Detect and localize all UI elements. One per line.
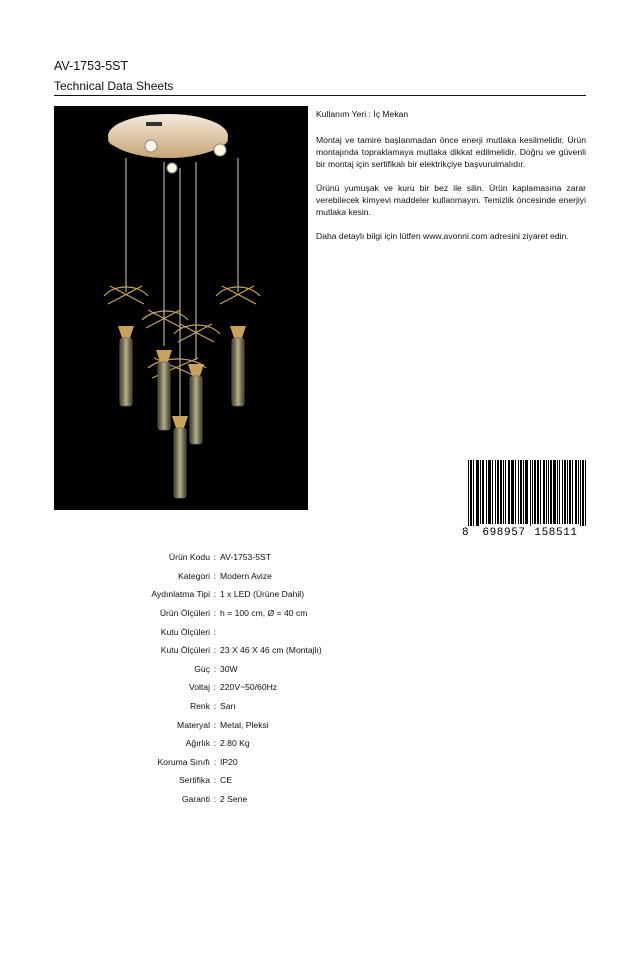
spec-value: CE — [220, 775, 232, 786]
barcode-group-1: 698957 — [482, 527, 526, 536]
barcode-bar — [537, 460, 538, 526]
barcode-bar — [532, 460, 533, 526]
barcode-bar — [498, 460, 499, 526]
spec-row — [60, 697, 420, 716]
barcode-bar — [478, 460, 479, 526]
spec-separator: : — [213, 608, 217, 619]
document-subtitle: Technical Data Sheets — [54, 79, 174, 93]
spec-value: AV-1753-5ST — [220, 552, 271, 563]
barcode-bar — [538, 460, 539, 526]
barcode-bar — [535, 460, 536, 526]
spec-row — [60, 585, 420, 604]
spec-row — [60, 771, 420, 790]
barcode-bar — [551, 460, 552, 526]
barcode-bar — [564, 460, 565, 526]
document-header — [54, 58, 586, 93]
barcode-bar — [540, 460, 541, 526]
spec-row — [60, 660, 420, 679]
barcode-bar — [505, 460, 506, 526]
more-info-paragraph: Daha detaylı bilgi için lütfen www.avonni.com adresini ziyaret edin. — [316, 231, 569, 241]
spec-label: Ürün Ölçüleri — [159, 608, 210, 619]
barcode-bar — [523, 460, 524, 526]
product-info-text — [316, 108, 586, 254]
spec-separator: : — [213, 663, 217, 674]
barcode-bar — [503, 460, 504, 526]
barcode-bar — [569, 460, 570, 526]
spec-label: Voltaj — [188, 682, 210, 693]
barcode-bar — [575, 460, 576, 526]
barcode-bar — [501, 460, 502, 526]
spec-value: 220V~50/60Hz — [220, 682, 278, 693]
barcode-bar — [489, 460, 490, 526]
model-code-title: AV-1753-5ST — [54, 59, 129, 73]
care-paragraph: Ürünü yumuşak ve kuru bir bez ile silin. Ürün kaplamasına zarar verebilecek kimyevi maddeler kullanmayın. Temizlik öncesinde enerjiyi mutlaka kesin. — [316, 183, 586, 217]
spec-label: Kategori — [177, 570, 210, 581]
spec-value: Modern Avize — [220, 570, 272, 581]
barcode-bar — [585, 460, 586, 526]
spec-separator: : — [213, 645, 217, 656]
barcode-bar — [555, 460, 556, 526]
barcode-bar — [578, 460, 579, 526]
barcode-bar — [576, 460, 577, 526]
spec-row — [60, 715, 420, 734]
barcode-bar — [511, 460, 512, 526]
barcode-bar — [492, 460, 493, 526]
barcode-bar — [550, 460, 551, 526]
spec-value: 23 X 46 X 46 cm (Montajlı) — [220, 645, 322, 656]
barcode-bar — [476, 460, 477, 526]
spec-separator: : — [213, 738, 217, 749]
spec-row — [60, 604, 420, 623]
barcode-bar — [553, 460, 554, 526]
barcode-bar — [534, 460, 535, 526]
barcode-bar — [567, 460, 568, 526]
spec-separator: : — [213, 682, 217, 693]
barcode-bar — [488, 460, 489, 526]
usage-line — [316, 108, 586, 120]
spec-row — [60, 567, 420, 586]
safety-paragraph: Montaj ve tamire başlanmadan önce enerji mutlaka kesilmelidir. Ürün montajında topraklamaya mutlaka dikkat edilmelidir. Doğru ve güvenli bir montaj için sertifikalı bir elektrikçiye başvurulmalıdır. — [316, 135, 586, 169]
barcode-bar — [521, 460, 522, 526]
barcode-bar — [582, 460, 583, 526]
barcode-bar — [508, 460, 509, 526]
spec-row — [60, 753, 420, 772]
spec-row — [60, 734, 420, 753]
barcode-bar — [473, 460, 474, 526]
spec-separator: : — [213, 626, 217, 637]
barcode-bar — [486, 460, 487, 526]
spec-label: Garanti — [181, 794, 210, 805]
barcode-bar — [480, 460, 481, 526]
barcode-bar — [509, 460, 510, 526]
barcode-bar — [559, 460, 560, 526]
barcode-bar — [513, 460, 514, 526]
spec-row — [60, 622, 420, 641]
spec-label: Materyal — [177, 719, 210, 730]
spec-value: Metal, Pleksi — [220, 719, 269, 730]
barcode-bar — [527, 460, 528, 526]
barcode-bar — [580, 460, 581, 526]
spec-label: Kutu Ölçüleri — [160, 626, 210, 637]
spec-separator: : — [213, 794, 217, 805]
barcode-bar — [546, 460, 547, 526]
spec-value: 30W — [220, 663, 238, 674]
barcode-bar — [471, 460, 472, 526]
barcode-bar — [525, 460, 526, 526]
barcode-first-digit: 8 — [462, 527, 469, 536]
spec-separator: : — [213, 775, 217, 786]
barcode-bar — [526, 460, 527, 526]
barcode-bar — [570, 460, 571, 526]
spec-separator: : — [213, 756, 217, 767]
barcode-bar — [557, 460, 558, 526]
spec-separator: : — [213, 589, 217, 600]
spec-value: 2 Sene — [220, 794, 248, 805]
header-divider — [54, 95, 586, 96]
barcode-bar — [562, 460, 563, 526]
barcode-bar — [495, 460, 496, 526]
usage-label: Kullanım Yeri : — [316, 109, 371, 119]
spec-separator: : — [213, 552, 217, 563]
barcode-bar — [543, 460, 544, 526]
spec-label: Ürün Kodu — [168, 552, 210, 563]
barcode-bar — [497, 460, 498, 526]
barcode-bar — [490, 460, 491, 526]
barcode-bar — [477, 460, 478, 526]
spec-label: Koruma Sınıfı — [157, 756, 210, 767]
barcode-bar — [470, 460, 471, 526]
barcode-bar — [483, 460, 484, 526]
spec-row — [60, 548, 420, 567]
spec-value: h = 100 cm, Ø = 40 cm — [220, 608, 308, 619]
spec-row — [60, 641, 420, 660]
barcode — [458, 460, 586, 536]
spec-label: Güç — [194, 663, 210, 674]
barcode-bar — [544, 460, 545, 526]
barcode-bar — [468, 460, 469, 526]
spec-value: 1 x LED (Ürüne Dahil) — [220, 589, 305, 600]
barcode-bar — [548, 460, 549, 526]
barcode-bar — [482, 460, 483, 526]
usage-value: İç Mekan — [373, 109, 409, 119]
spec-separator: : — [213, 701, 217, 712]
barcode-bar — [565, 460, 566, 526]
spec-table — [60, 548, 420, 808]
barcode-bar — [518, 460, 519, 526]
barcode-bar — [515, 460, 516, 526]
spec-label: Kutu Ölçüleri — [160, 645, 210, 656]
spec-separator: : — [213, 570, 217, 581]
barcode-bar — [554, 460, 555, 526]
spec-row — [60, 790, 420, 809]
spec-label: Aydınlatma Tipi — [151, 589, 210, 600]
barcode-group-2: 158511 — [534, 527, 578, 536]
spec-label: Renk — [189, 701, 210, 712]
spec-value: 2.80 Kg — [220, 738, 250, 749]
barcode-bar — [500, 460, 501, 526]
barcode-bar — [583, 460, 584, 526]
spec-value: Sarı — [220, 701, 236, 712]
barcode-bar — [530, 460, 531, 526]
product-photo — [54, 106, 308, 510]
spec-label: Ağırlık — [185, 738, 210, 749]
spec-label: Sertifika — [178, 775, 210, 786]
spec-value: IP20 — [220, 756, 238, 767]
barcode-bar — [512, 460, 513, 526]
spec-row — [60, 678, 420, 697]
spec-separator: : — [213, 719, 217, 730]
barcode-bar — [520, 460, 521, 526]
barcode-bar — [572, 460, 573, 526]
